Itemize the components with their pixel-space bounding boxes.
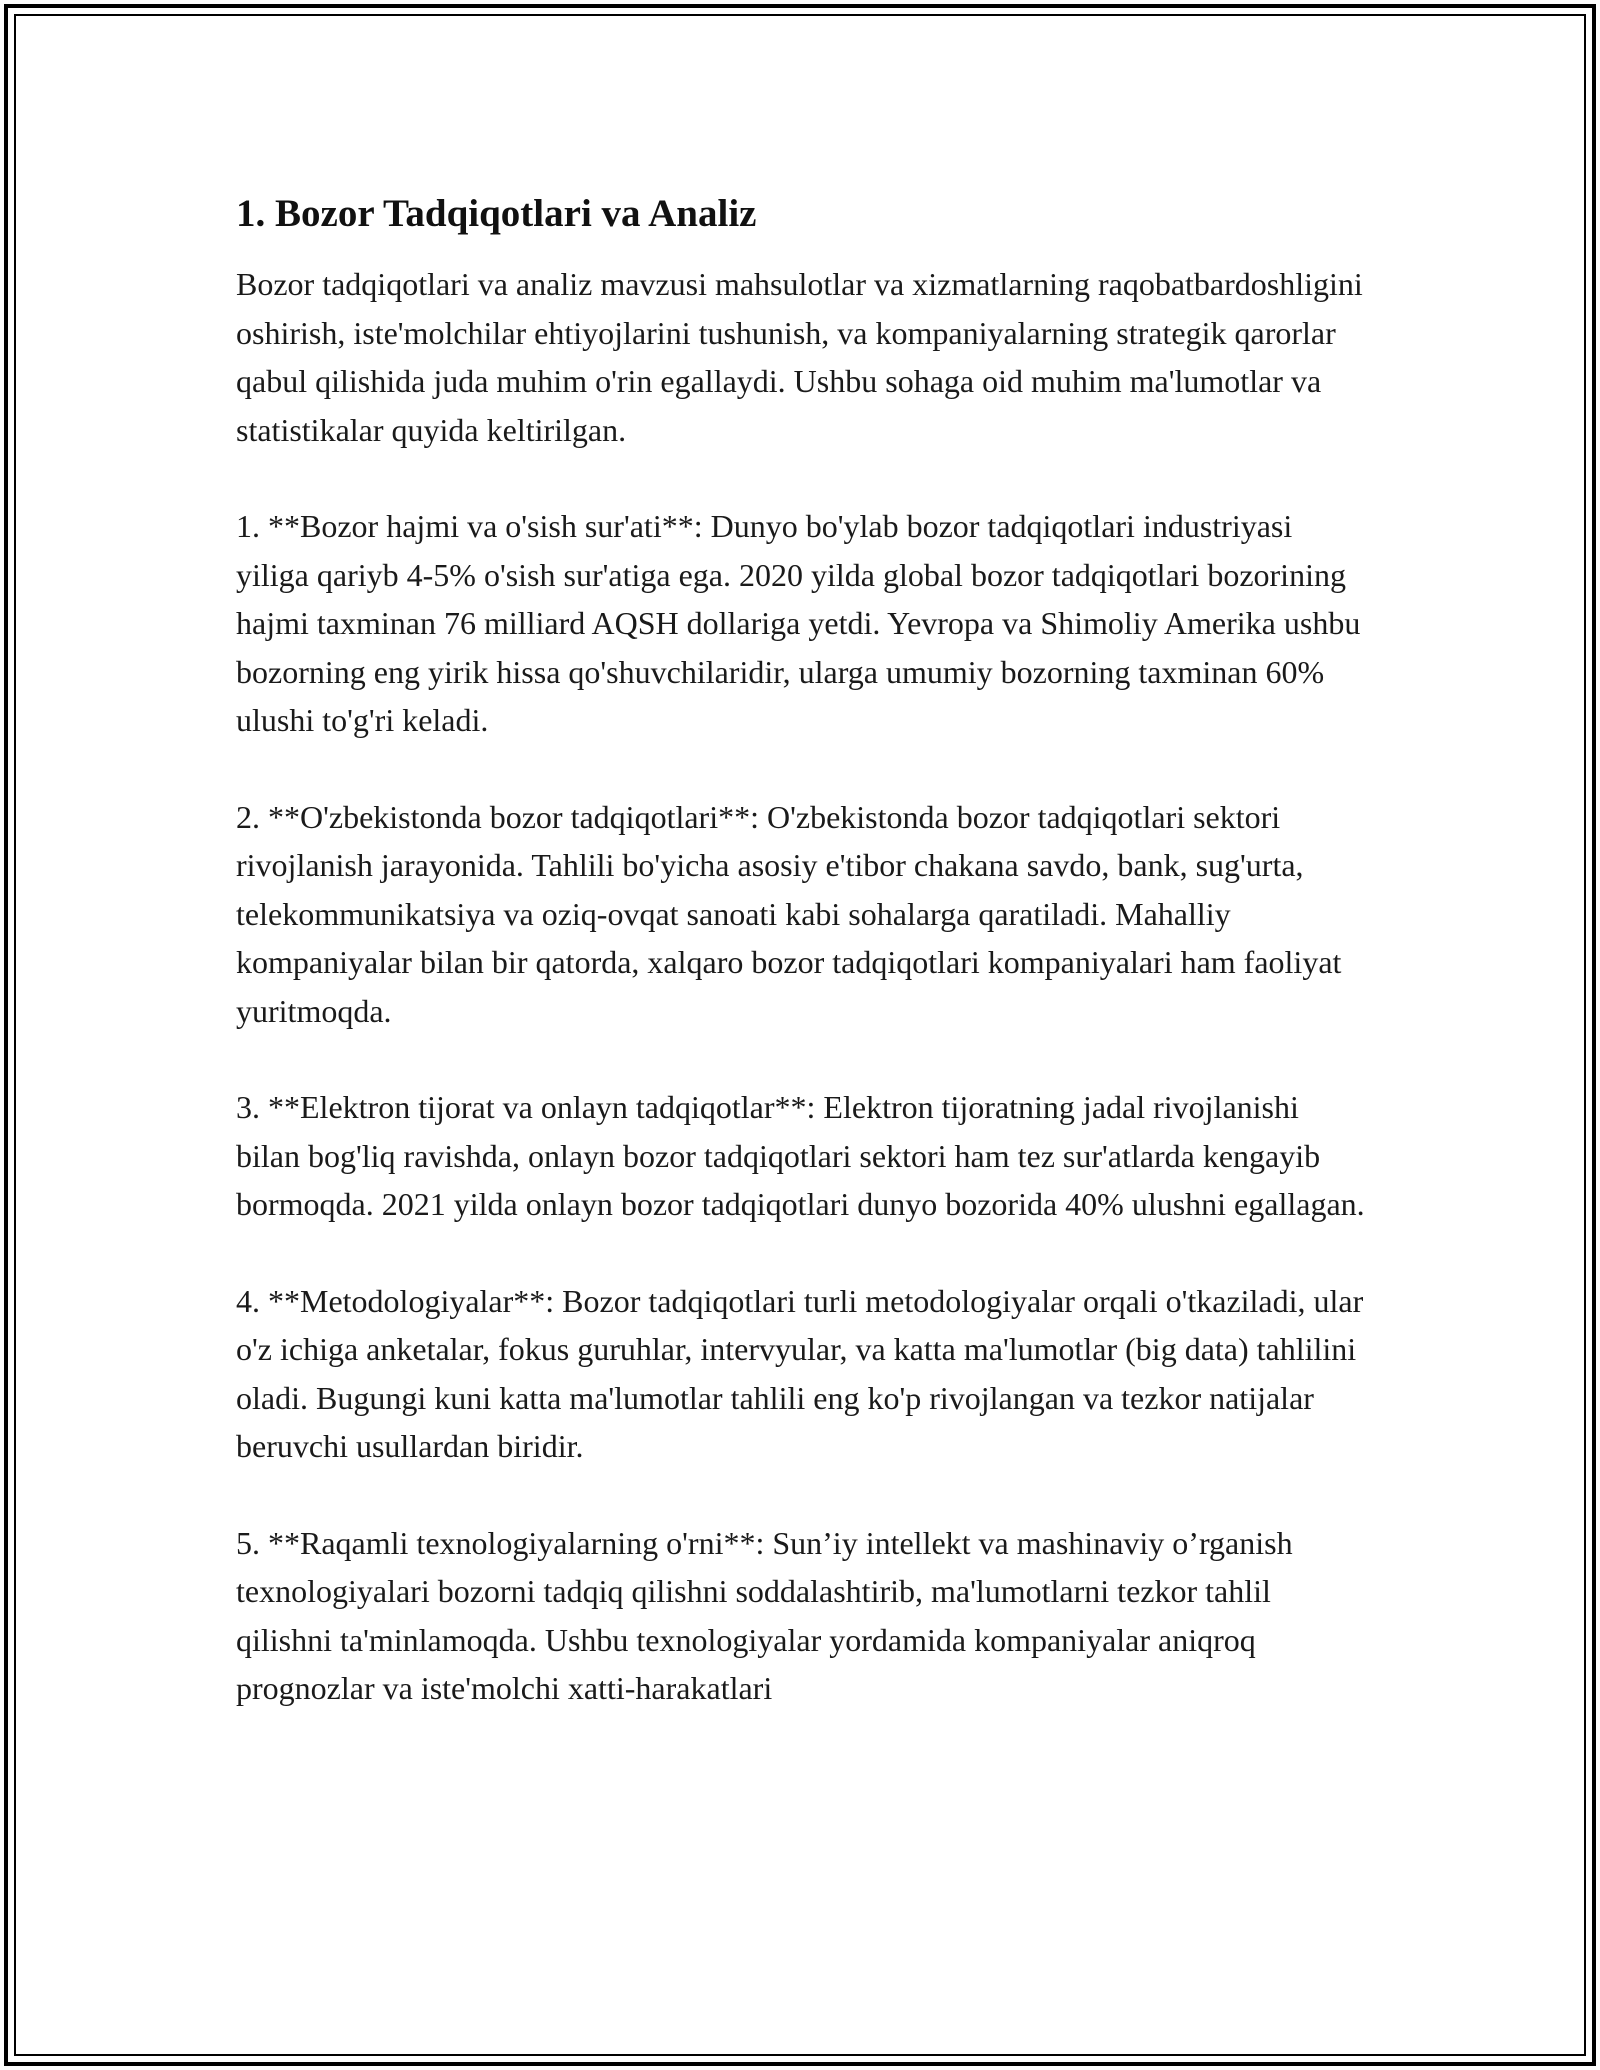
document-body: [236, 186, 1366, 1761]
list-item-methodologies: 4. **Metodologiyalar**: Bozor tadqiqotlari turli metodologiyalar orqali o'tkaziladi, ular o'z ichiga anketalar, fokus guruhlar, intervyular, va katta ma'lumotlar (big data) tahlilini oladi. Bugungi kuni katta ma'lumotlar tahlili eng ko'p rivojlangan va tezkor natijalar beruvchi usullardan biridir.: [236, 1282, 1364, 1464]
list-item-uzbekistan: 2. **O'zbekistonda bozor tadqiqotlari**: O'zbekistonda bozor tadqiqotlari sektori rivojlanish jarayonida. Tahlili bo'yicha asosiy e'tibor chakana savdo, bank, sug'urta, telekommunikatsiya va oziq-ovqat sanoati kabi sohalarga qaratiladi. Mahalliy kompaniyalar bilan bir qatorda, xalqaro bozor tadqiqotlari kompaniyalari ham faoliyat yuritmoqda.: [236, 798, 1342, 1029]
list-item-market-size: 1. **Bozor hajmi va o'sish sur'ati**: Dunyo bo'ylab bozor tadqiqotlari industriyasi yiliga qariyb 4-5% o'sish sur'atiga ega. 2020 yilda global bozor tadqiqotlari bozorining hajmi taxminan 76 milliard AQSH dollariga yetdi. Yevropa va Shimoliy Amerika ushbu bozorning eng yirik hissa qo'shuvchilaridir, ularga umumiy bozorning taxminan 60% ulushi to'g'ri keladi.: [236, 508, 1361, 738]
intro-paragraph: Bozor tadqiqotlari va analiz mavzusi mahsulotlar va xizmatlarning raqobatbardoshligini oshirish, iste'molchilar ehtiyojlarini tushunish, va kompaniyalarning strategik qarorlar qabul qilishida juda muhim o'rin egallaydi. Ushbu sohaga oid muhim ma'lumotlar va statistikalar quyida keltirilgan.: [236, 266, 1363, 448]
list-item-ecommerce: 3. **Elektron tijorat va onlayn tadqiqotlar**: Elektron tijoratning jadal rivojlanishi bilan bog'liq ravishda, onlayn bozor tadqiqotlari sektori ham tez sur'atlarda kengayib bormoqda. 2021 yilda onlayn bozor tadqiqotlari dunyo bozorida 40% ulushni egallagan.: [236, 1089, 1365, 1222]
list-item-digital-tech: 5. **Raqamli texnologiyalarning o'rni**: Sun’iy intellekt va mashinaviy o’rganish texnologiyalari bozorni tadqiq qilishni soddalashtirib, ma'lumotlarni tezkor tahlil qilishni ta'minlamoqda. Ushbu texnologiyalar yordamida kompaniyalar aniqroq prognozlar va iste'molchi xatti-harakatlari: [236, 1524, 1293, 1706]
section-heading: 1. Bozor Tadqiqotlari va Analiz: [236, 192, 757, 235]
